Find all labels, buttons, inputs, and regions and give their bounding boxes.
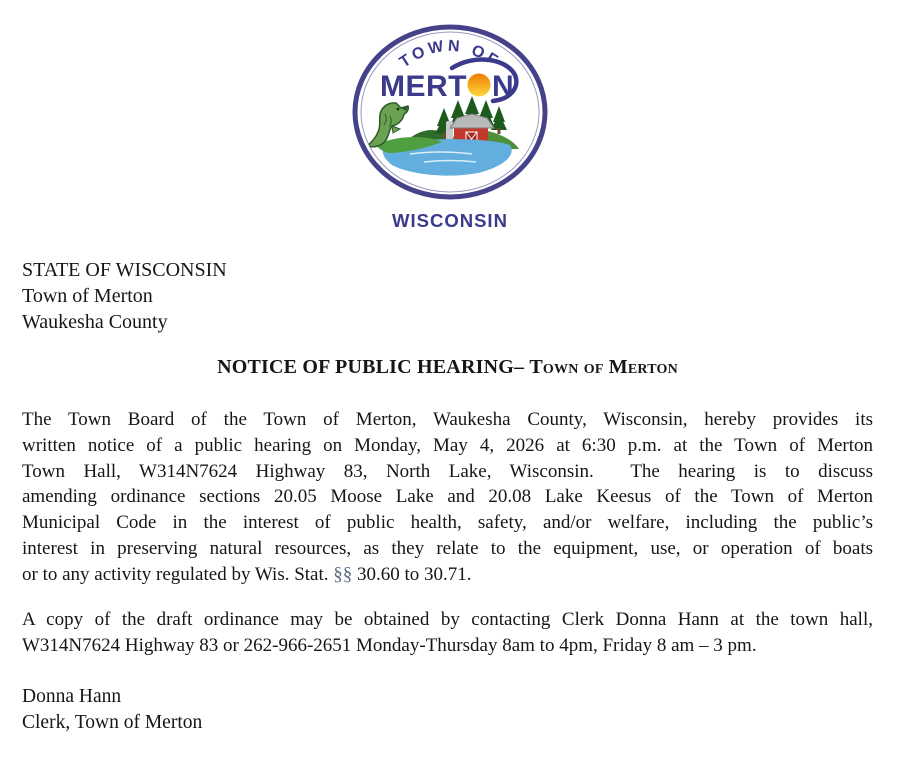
text-line: Town Hall, W314N7624 Highway 83, North Lake, Wisconsin. The hearing is to discuss xyxy=(22,460,873,482)
text-line: Municipal Code in the interest of public health, safety, and/or welfare, including the public’s xyxy=(22,512,873,534)
section-symbols: §§ xyxy=(333,563,353,585)
logo-name-right: N xyxy=(492,70,514,103)
text-line: A copy of the draft ordinance may be obtained by contacting Clerk Donna Hann at the town hall, xyxy=(22,609,873,630)
notice-title-main: NOTICE OF PUBLIC HEARING– xyxy=(217,356,530,378)
text-line: Waukesha County xyxy=(22,311,168,333)
copy-request-paragraph xyxy=(22,607,873,659)
letterhead xyxy=(22,257,873,335)
notice-title xyxy=(22,356,873,379)
text-line: Clerk, Town of Merton xyxy=(22,712,203,733)
signature-block xyxy=(22,684,873,736)
text-line: written notice of a public hearing on Monday, May 4, 2026 at 6:30 p.m. at the Town of Merton xyxy=(22,434,873,456)
notice-title-town: Town of Merton xyxy=(529,356,678,378)
text-line: The Town Board of the Town of Merton, Waukesha County, Wisconsin, hereby provides its xyxy=(22,409,873,430)
text-line: amending ordinance sections 20.05 Moose Lake and 20.08 Lake Keesus of the Town of Merton xyxy=(22,486,873,508)
hearing-paragraph xyxy=(22,407,873,588)
logo-state-label: WISCONSIN xyxy=(392,210,508,231)
logo-arc-text: TOWN OF xyxy=(396,37,504,72)
text-line: W314N7624 Highway 83 or 262-966-2651 Monday-Thursday 8am to 4pm, Friday 8 am – 3 pm. xyxy=(22,634,757,656)
sun-icon xyxy=(468,74,491,97)
town-of-merton-logo xyxy=(340,20,560,235)
text-line: or to any activity regulated by Wis. Stat. §§ 30.60 to 30.71. xyxy=(22,563,472,585)
text-line: interest in preserving natural resources, as they relate to the equipment, use, or operation of boats xyxy=(22,537,873,559)
logo-name-left: MERT xyxy=(380,70,467,103)
text-line: Town of Merton xyxy=(22,285,153,307)
text-line: STATE OF WISCONSIN xyxy=(22,259,227,281)
text-line: Donna Hann xyxy=(22,686,122,707)
